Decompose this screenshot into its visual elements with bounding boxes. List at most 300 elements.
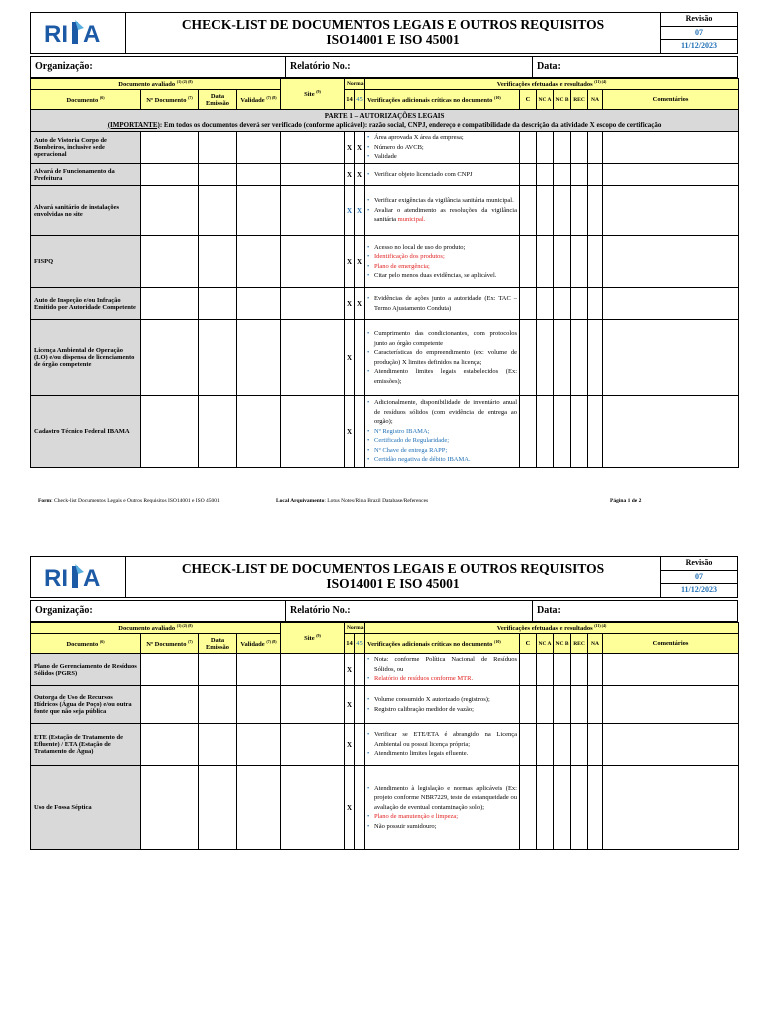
verificacao-item — [374, 367, 517, 386]
na-cell[interactable] — [588, 686, 603, 724]
rec-col-header: REC — [571, 634, 588, 654]
comentarios-cell[interactable] — [603, 236, 739, 288]
verificacao-text: Certificado de Regularidade; — [374, 437, 450, 445]
nca-cell[interactable] — [537, 288, 554, 320]
n-documento-cell[interactable] — [141, 186, 199, 236]
revision-value: 07 — [661, 571, 737, 585]
ncb-cell[interactable] — [554, 766, 571, 850]
na-col-header: NA — [588, 634, 603, 654]
data-field[interactable]: Data: — [537, 61, 561, 72]
norma-45-check: X — [355, 288, 365, 320]
validade-cell[interactable] — [237, 288, 281, 320]
document-name-cell: Outorga de Uso de Recursos Hídricos (Água de Poço) e/ou outra fonte que não seja pública — [31, 686, 141, 724]
data-emissao-cell[interactable] — [199, 724, 237, 766]
verificacao-text: Acesso no local de uso do produto; — [374, 243, 466, 251]
verificacoes-adicionais-header: Verificações adicionais críticas no documento $^{(10)}$ — [365, 90, 520, 110]
verificacao-item — [374, 252, 517, 262]
norma-45-check: X — [355, 132, 365, 164]
site-cell[interactable] — [281, 288, 345, 320]
norma-45-check — [355, 396, 365, 468]
rec-cell[interactable] — [571, 132, 588, 164]
na-cell[interactable] — [588, 288, 603, 320]
verificacao-text: Nota: conforme Política Nacional de Resíduos Sólidos, ou — [374, 656, 517, 673]
table-row — [31, 132, 739, 164]
n-documento-cell[interactable] — [141, 396, 199, 468]
verificacao-text: Volume consumido X autorizado (registros); — [374, 696, 490, 703]
verificacao-item — [374, 695, 517, 705]
document-name-cell: FISPQ — [31, 236, 141, 288]
verificacao-text-highlight: municipal. — [397, 216, 426, 224]
verificacoes-cell — [365, 766, 520, 850]
data-emissao-col-header: Data Emissão — [199, 90, 237, 110]
data-emissao-cell[interactable] — [199, 320, 237, 396]
validade-cell[interactable] — [237, 132, 281, 164]
document-name-cell: Plano de Gerenciamento de Resíduos Sólidos (PGRS) — [31, 654, 141, 686]
na-cell[interactable] — [588, 724, 603, 766]
svg-text:A: A — [83, 565, 101, 592]
document-page-2 — [30, 556, 738, 850]
c-cell[interactable] — [520, 724, 537, 766]
norma-45-check — [355, 766, 365, 850]
verificacao-text: Número do AVCB; — [374, 143, 424, 151]
table-row — [31, 654, 739, 686]
documento-avaliado-header: Documento avaliado $^{(1) (2) (8)}$ — [31, 79, 281, 90]
document-page-1 — [30, 12, 738, 468]
n-documento-cell[interactable] — [141, 686, 199, 724]
svg-text:A: A — [83, 21, 101, 48]
norma-14-check: X — [345, 132, 355, 164]
verificacoes-list — [367, 294, 517, 313]
nca-cell[interactable] — [537, 724, 554, 766]
verificacao-text: Área aprovada X área da empresa; — [374, 134, 464, 142]
verificacao-item — [374, 152, 517, 162]
verificacao-item — [374, 446, 517, 456]
documento-avaliado-header: Documento avaliado $^{(1) (2) (8)}$ — [31, 623, 281, 634]
verificacoes-cell — [365, 396, 520, 468]
verificacao-text: Plano de emergência; — [374, 262, 430, 270]
norma-45-check: X — [355, 236, 365, 288]
svg-text:RI: RI — [44, 565, 68, 592]
verificacao-item — [374, 812, 517, 822]
comentarios-cell[interactable] — [603, 288, 739, 320]
ncb-cell[interactable] — [554, 164, 571, 186]
nca-col-header: NC A — [537, 90, 554, 110]
validade-col-header: Validade $^{(7) (8)}$ — [237, 634, 281, 654]
norma-14-check: X — [345, 686, 355, 724]
verificacoes-list — [367, 196, 517, 225]
svg-text:RI: RI — [44, 21, 68, 48]
verificacoes-list — [367, 730, 517, 759]
data-emissao-cell[interactable] — [199, 186, 237, 236]
table-row — [31, 396, 739, 468]
site-cell[interactable] — [281, 654, 345, 686]
verificacao-item — [374, 243, 517, 253]
document-header — [30, 12, 738, 54]
rec-col-header: REC — [571, 90, 588, 110]
verificacao-text: Verificar exigências da vigilância sanitária municipal. — [374, 197, 514, 205]
verificacao-text: Certidão negativa de débito IBAMA. — [374, 456, 471, 464]
na-cell[interactable] — [588, 320, 603, 396]
comentarios-cell[interactable] — [603, 320, 739, 396]
verificacao-item — [374, 143, 517, 153]
validade-cell[interactable] — [237, 236, 281, 288]
nca-cell[interactable] — [537, 236, 554, 288]
title-line-1: CHECK-LIST DE DOCUMENTOS LEGAIS E OUTROS REQUISITOS — [181, 17, 605, 32]
nca-cell[interactable] — [537, 186, 554, 236]
document-title-2 — [126, 557, 660, 597]
norma-header: Norma — [345, 79, 365, 90]
verificacoes-list — [367, 784, 517, 832]
title-line-2: ISO14001 E ISO 45001 — [326, 32, 460, 47]
nca-cell[interactable] — [537, 686, 554, 724]
verificacao-item — [374, 262, 517, 272]
data-emissao-cell[interactable] — [199, 766, 237, 850]
document-name-cell: Licença Ambiental de Operação (LO) e/ou dispensa de licenciamento de órgão competente — [31, 320, 141, 396]
footer-local-text: : Lotus Notes/Rina Brazil Database/References — [324, 498, 429, 504]
documento-col-header: Documento $^{(6)}$ — [31, 90, 141, 110]
comentarios-cell[interactable] — [603, 654, 739, 686]
verificacao-text: Não possuir sumidouro; — [374, 822, 437, 830]
rec-cell[interactable] — [571, 164, 588, 186]
checklist-table-1 — [30, 78, 739, 468]
c-cell[interactable] — [520, 766, 537, 850]
comentarios-cell[interactable] — [603, 132, 739, 164]
verificacao-item — [374, 730, 517, 749]
verificacao-item — [374, 749, 517, 759]
site-cell[interactable] — [281, 686, 345, 724]
comentarios-cell[interactable] — [603, 766, 739, 850]
verificacao-text: Cumprimento das condicionantes, com protocolos junto ao órgão competente — [374, 330, 517, 347]
norma-14-check: X — [345, 654, 355, 686]
revision-date: 11/12/2023 — [680, 585, 717, 595]
verificacao-item — [374, 294, 517, 313]
table-row — [31, 288, 739, 320]
verificacoes-list — [367, 329, 517, 386]
data-emissao-col-header: Data Emissão — [199, 634, 237, 654]
verificacao-item — [374, 436, 517, 446]
validade-col-header: Validade $^{(7) (8)}$ — [237, 90, 281, 110]
document-header-2 — [30, 556, 738, 598]
verificacoes-efetuadas-header: Verificações efetuadas e resultados $^{(11) (4)}$ — [365, 79, 739, 90]
c-col-header: C — [520, 634, 537, 654]
norma-14-check: X — [345, 320, 355, 396]
norma-45-check — [355, 724, 365, 766]
nca-col-header: NC A — [537, 634, 554, 654]
table-row — [31, 766, 739, 850]
verificacao-item — [374, 822, 517, 832]
norma-14-header: 14 — [345, 634, 355, 654]
document-name-cell: Alvará sanitário de instalações envolvidas no site — [31, 186, 141, 236]
organizacao-field[interactable]: Organização: — [31, 57, 286, 77]
verificacao-item — [374, 170, 517, 180]
table-row — [31, 164, 739, 186]
n-documento-cell[interactable] — [141, 132, 199, 164]
na-cell[interactable] — [588, 766, 603, 850]
verificacoes-cell — [365, 686, 520, 724]
ncb-cell[interactable] — [554, 320, 571, 396]
validade-cell[interactable] — [237, 766, 281, 850]
verificacoes-list — [367, 243, 517, 281]
validade-cell[interactable] — [237, 724, 281, 766]
verificacao-item — [374, 133, 517, 143]
na-cell[interactable] — [588, 654, 603, 686]
nca-cell[interactable] — [537, 766, 554, 850]
rina-logo-icon — [38, 18, 118, 48]
n-documento-cell[interactable] — [141, 654, 199, 686]
rina-logo — [31, 13, 126, 53]
na-cell[interactable] — [588, 186, 603, 236]
verificacoes-cell — [365, 724, 520, 766]
norma-45-check — [355, 320, 365, 396]
c-cell[interactable] — [520, 164, 537, 186]
norma-45-check: X — [355, 164, 365, 186]
n-documento-cell[interactable] — [141, 320, 199, 396]
verificacoes-list — [367, 695, 517, 714]
verificacao-item — [374, 329, 517, 348]
norma-45-header: 45 — [355, 634, 365, 654]
rec-cell[interactable] — [571, 724, 588, 766]
document-name-cell: Auto de Inspeção e/ou Infração Emitido por Autoridade Competente — [31, 288, 141, 320]
verificacao-text: Atendimento limites legais estabelecidos (Ex: emissões); — [374, 368, 517, 385]
c-cell[interactable] — [520, 186, 537, 236]
nca-cell[interactable] — [537, 320, 554, 396]
norma-14-check: X — [345, 164, 355, 186]
n-documento-cell[interactable] — [141, 288, 199, 320]
verificacao-item — [374, 206, 517, 225]
verificacao-item — [374, 427, 517, 437]
verificacoes-list — [367, 655, 517, 684]
verificacao-text: Validade — [374, 153, 397, 161]
verificacoes-cell — [365, 132, 520, 164]
data-emissao-cell[interactable] — [199, 236, 237, 288]
revision-box-2 — [660, 557, 737, 597]
ncb-cell[interactable] — [554, 186, 571, 236]
table-row — [31, 186, 739, 236]
n-documento-col-header: Nº Documento $^{(7)}$ — [141, 634, 199, 654]
nca-cell[interactable] — [537, 654, 554, 686]
verificacao-item — [374, 784, 517, 813]
norma-14-check: X — [345, 766, 355, 850]
verificacoes-cell — [365, 186, 520, 236]
c-cell[interactable] — [520, 654, 537, 686]
validade-cell[interactable] — [237, 164, 281, 186]
verificacao-text: Atendimento à legislação e normas aplicáveis (Ex: projeto conforme NBR7229, teste de estanqueidade ou avaliação de eventual contaminação solo); — [374, 784, 517, 811]
n-documento-cell[interactable] — [141, 766, 199, 850]
na-cell[interactable] — [588, 164, 603, 186]
na-col-header: NA — [588, 90, 603, 110]
verificacao-text: Verificar se ETE/ETA é abrangido na Licença Ambiental ou possui licença própria; — [374, 731, 517, 748]
site-cell[interactable] — [281, 396, 345, 468]
revision-date: 11/12/2023 — [680, 41, 717, 51]
comentarios-cell[interactable] — [603, 186, 739, 236]
na-cell[interactable] — [588, 236, 603, 288]
data-emissao-cell[interactable] — [199, 288, 237, 320]
org-row-2 — [30, 600, 738, 622]
verificacao-item — [374, 348, 517, 367]
norma-45-header: 45 — [355, 90, 365, 110]
footer-form-text: : Check-list Documentos Legais e Outros Requisitos ISO14001 e ISO 45001 — [51, 498, 220, 504]
site-header: Site $^{(9)}$ — [281, 623, 345, 654]
parte1-important-label: (IMPORTANTE) — [107, 120, 160, 129]
norma-header: Norma — [345, 623, 365, 634]
relatorio-field[interactable]: Relatório No.: — [286, 57, 533, 77]
norma-14-check: X — [345, 186, 355, 236]
checklist-table-2 — [30, 622, 739, 850]
norma-14-check: X — [345, 724, 355, 766]
ncb-cell[interactable] — [554, 396, 571, 468]
data-emissao-cell[interactable] — [199, 654, 237, 686]
parte1-important-text: : Em todos os documentos deverá ser verificado (conforme aplicável): razão social, CNPJ, endereço e compatibilidade da descrição da atividade X escopo de certificação — [159, 120, 662, 129]
revision-value: 07 — [661, 27, 737, 41]
verificacoes-efetuadas-header: Verificações efetuadas e resultados $^{(11) (4)}$ — [365, 623, 739, 634]
ncb-cell[interactable] — [554, 654, 571, 686]
verificacao-text: Características do empreendimento (ex: volume de produção) X limites definidos na licença; — [374, 349, 517, 366]
nca-cell[interactable] — [537, 164, 554, 186]
relatorio-field[interactable]: Relatório No.: — [286, 601, 533, 621]
c-cell[interactable] — [520, 686, 537, 724]
parte1-title: PARTE 1 – AUTORIZAÇÕES LEGAIS — [324, 111, 445, 120]
validade-cell[interactable] — [237, 396, 281, 468]
norma-45-check — [355, 686, 365, 724]
ncb-cell[interactable] — [554, 724, 571, 766]
c-cell[interactable] — [520, 396, 537, 468]
norma-45-check: X — [355, 186, 365, 236]
na-cell[interactable] — [588, 132, 603, 164]
data-field[interactable]: Data: — [537, 605, 561, 616]
verificacao-text: Verificar objeto licenciado com CNPJ — [374, 170, 473, 178]
verificacoes-cell — [365, 236, 520, 288]
comentarios-cell[interactable] — [603, 686, 739, 724]
norma-14-check: X — [345, 288, 355, 320]
validade-cell[interactable] — [237, 320, 281, 396]
document-name-cell: Alvará de Funcionamento da Prefeitura — [31, 164, 141, 186]
ncb-col-header: NC B — [554, 90, 571, 110]
title-line-1: CHECK-LIST DE DOCUMENTOS LEGAIS E OUTROS REQUISITOS — [181, 561, 605, 576]
verificacao-text: Adicionalmente, disponibilidade de inventário anual de resíduos sólidos (com evidência de entrega ao orgão); — [374, 399, 517, 426]
document-title — [126, 13, 660, 53]
rec-cell[interactable] — [571, 320, 588, 396]
rec-cell[interactable] — [571, 686, 588, 724]
data-emissao-cell[interactable] — [199, 686, 237, 724]
data-emissao-cell[interactable] — [199, 396, 237, 468]
footer-form-label: Form — [38, 498, 52, 504]
verificacao-text: Relatório de resíduos conforme MTR. — [374, 675, 474, 683]
c-cell[interactable] — [520, 288, 537, 320]
norma-14-check: X — [345, 236, 355, 288]
ncb-cell[interactable] — [554, 236, 571, 288]
table-row — [31, 724, 739, 766]
site-cell[interactable] — [281, 766, 345, 850]
revision-box — [660, 13, 737, 53]
site-header: Site $^{(9)}$ — [281, 79, 345, 110]
document-name-cell: ETE (Estação de Tratamento de Efluente) / ETA (Estação de Tratamento de Água) — [31, 724, 141, 766]
validade-cell[interactable] — [237, 686, 281, 724]
verificacao-text: Avaliar o atendimento as resoluções da vigilância sanitária — [374, 206, 517, 224]
n-documento-cell[interactable] — [141, 724, 199, 766]
table-row — [31, 236, 739, 288]
organizacao-field[interactable]: Organização: — [31, 601, 286, 621]
n-documento-cell[interactable] — [141, 164, 199, 186]
verificacao-item — [374, 398, 517, 427]
revision-label: Revisão — [661, 13, 737, 27]
comentarios-cell[interactable] — [603, 396, 739, 468]
c-col-header: C — [520, 90, 537, 110]
na-cell[interactable] — [588, 396, 603, 468]
site-cell[interactable] — [281, 724, 345, 766]
verificacoes-list — [367, 133, 517, 162]
table-row — [31, 320, 739, 396]
rina-logo-2 — [31, 557, 126, 597]
n-documento-col-header: Nº Documento $^{(7)}$ — [141, 90, 199, 110]
rec-cell[interactable] — [571, 288, 588, 320]
comentarios-cell[interactable] — [603, 164, 739, 186]
ncb-cell[interactable] — [554, 288, 571, 320]
footer-local-label: Local Arquivamento — [276, 498, 325, 504]
verificacoes-adicionais-header: Verificações adicionais críticas no documento $^{(10)}$ — [365, 634, 520, 654]
site-cell[interactable] — [281, 164, 345, 186]
rec-cell[interactable] — [571, 396, 588, 468]
norma-45-check — [355, 654, 365, 686]
verificacao-text: Registro calibração medidor de vazão; — [374, 705, 474, 713]
verificacao-item — [374, 674, 517, 684]
c-cell[interactable] — [520, 320, 537, 396]
site-cell[interactable] — [281, 132, 345, 164]
verificacao-item — [374, 271, 517, 281]
title-line-2: ISO14001 E ISO 45001 — [326, 576, 460, 591]
nca-cell[interactable] — [537, 132, 554, 164]
norma-14-check: X — [345, 396, 355, 468]
rec-cell[interactable] — [571, 654, 588, 686]
verificacoes-list — [367, 170, 517, 180]
revision-label: Revisão — [661, 557, 737, 571]
verificacoes-cell — [365, 288, 520, 320]
verificacao-item — [374, 705, 517, 715]
rina-logo-icon — [38, 562, 118, 592]
c-cell[interactable] — [520, 132, 537, 164]
c-cell[interactable] — [520, 236, 537, 288]
rec-cell[interactable] — [571, 236, 588, 288]
n-documento-cell[interactable] — [141, 236, 199, 288]
ncb-cell[interactable] — [554, 132, 571, 164]
footer-page-number: Página 1 de 2 — [610, 498, 642, 504]
verificacoes-cell — [365, 320, 520, 396]
site-cell[interactable] — [281, 186, 345, 236]
site-cell[interactable] — [281, 236, 345, 288]
verificacao-text: Identificação dos produtos; — [374, 253, 445, 260]
validade-cell[interactable] — [237, 654, 281, 686]
data-emissao-cell[interactable] — [199, 164, 237, 186]
norma-14-header: 14 — [345, 90, 355, 110]
verificacao-text: Nº Registro IBAMA; — [374, 427, 430, 435]
org-row — [30, 56, 738, 78]
ncb-cell[interactable] — [554, 686, 571, 724]
verificacoes-list — [367, 398, 517, 465]
validade-cell[interactable] — [237, 186, 281, 236]
verificacoes-cell — [365, 654, 520, 686]
rec-cell[interactable] — [571, 186, 588, 236]
verificacao-item — [374, 196, 517, 206]
verificacao-text: Atendimento limites legais efluente. — [374, 750, 469, 758]
verificacao-item — [374, 455, 517, 465]
comentarios-cell[interactable] — [603, 724, 739, 766]
nca-cell[interactable] — [537, 396, 554, 468]
verificacao-text: Citar pelo menos duas evidências, se aplicável. — [374, 272, 497, 279]
verificacao-item — [374, 655, 517, 674]
site-cell[interactable] — [281, 320, 345, 396]
rec-cell[interactable] — [571, 766, 588, 850]
data-emissao-cell[interactable] — [199, 132, 237, 164]
verificacao-text: Plano de manutenção e limpeza; — [374, 813, 459, 821]
